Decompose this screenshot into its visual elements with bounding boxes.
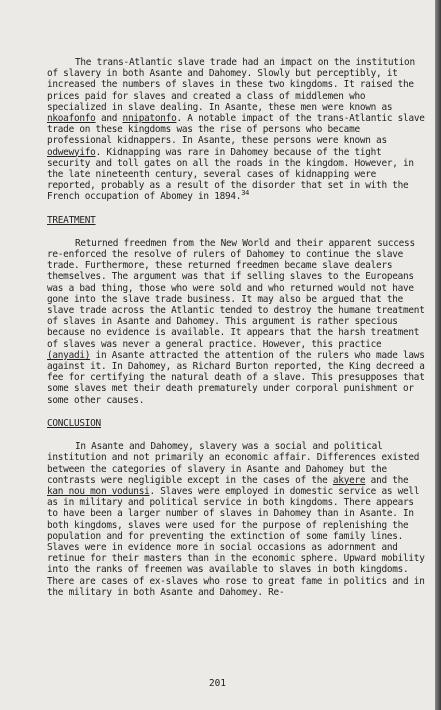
- term-nnipatonfo: nnipatonfo: [122, 113, 177, 125]
- paragraph-trade-impact: [47, 57, 427, 203]
- term-kan-nou-mon-vodunsi: kan nou mon vodunsi: [47, 485, 150, 497]
- section-heading-treatment: TREATMENT: [47, 214, 96, 226]
- section-heading-conclusion: CONCLUSION: [47, 417, 101, 429]
- paragraph-text: The trans-Atlantic slave trade had an impact on the institution of slavery in both Asante and Dahomey. Slowly but perceptibly, it increased the numbers of slaves in these two kingdoms. It raised the prices paid for slaves and created a class of middlemen who specialized in slave dealing. In Asante, these men were known as: [47, 57, 415, 113]
- term-akyere: akyere: [332, 474, 366, 486]
- paragraph-treatment: [47, 238, 427, 406]
- paragraph-text: . A notable impact of the trans-Atlantic slave trade on these kingdoms was the rise of persons who became professional kidnappers. In Asante, these persons were known as: [47, 113, 425, 147]
- paragraph-text: Returned freedmen from the New World and their apparent success re-enforced the resolve of rulers of Dahomey to continue the slave trade. Furthermore, these returned freedmen became slave dealers themselves. The argument was that if selling slaves to the Europeans was a bad thing, those who were sold and who returned would not have gone into the slave trade business. It may also be argued that the slave trade across the Atlantic tended to destroy the humane treatment of slaves in Asante and Dahomey. This argument is rather specious because no evidence is available. It appears that the harsh treatment of slaves was never a general practice. However, this practice: [47, 237, 425, 350]
- page-number: 201: [209, 678, 226, 689]
- book-spine-edge: [435, 0, 441, 710]
- paragraph-text: . Kidnapping was rare in Dahomey because of the tight security and toll gates on all the roads in the kingdom. However, in the late nineteenth century, several cases of kidnapping were reported, probably as a result of the disorder that set in with the French occupation of Abomey in 1894.: [47, 146, 414, 203]
- paragraph-text: In Asante and Dahomey, slavery was a social and political institution and not primarily an economic affair. Differences existed between the categories of slavery in Asante and Dahomey but the contrasts were negligible except in the cases of the: [47, 441, 420, 486]
- term-anyadi: (anyadi): [47, 349, 91, 361]
- paragraph-text: and: [95, 113, 123, 125]
- footnote-marker: 34: [241, 189, 250, 198]
- body-text: [47, 57, 427, 598]
- paragraph-text: . Slaves were employed in domestic service as well as in military and political service in both kingdoms. There appears to have been a larger number of slaves in Dahomey than in Asante. In both kingdoms, slaves were used for the purpose of replenishing the population and for preventing the extinction of some family lines. Slaves were in evidence more in social occasions as adornment and retinue for their masters than in the economic sphere. Upward mobility into the ranks of freemen was available to slaves in both kingdoms. There are cases of ex-slaves who rose to great fame in politics and in the military in both Asante and Dahomey. Re-: [47, 485, 425, 598]
- paragraph-conclusion: [47, 441, 427, 598]
- term-nkoafonfo: nkoafonfo: [47, 113, 96, 125]
- paragraph-text: in Asante attracted the attention of the rulers who made laws against it. In Dahomey, as Richard Burton reported, the King decreed a fee for certifying the natural death of a slave. This presupposes that some slaves met their death prematurely under corporal punishment or some other causes.: [47, 349, 425, 406]
- paragraph-text: and the: [365, 474, 409, 486]
- term-odwewyifo: odwewyifo: [47, 146, 96, 158]
